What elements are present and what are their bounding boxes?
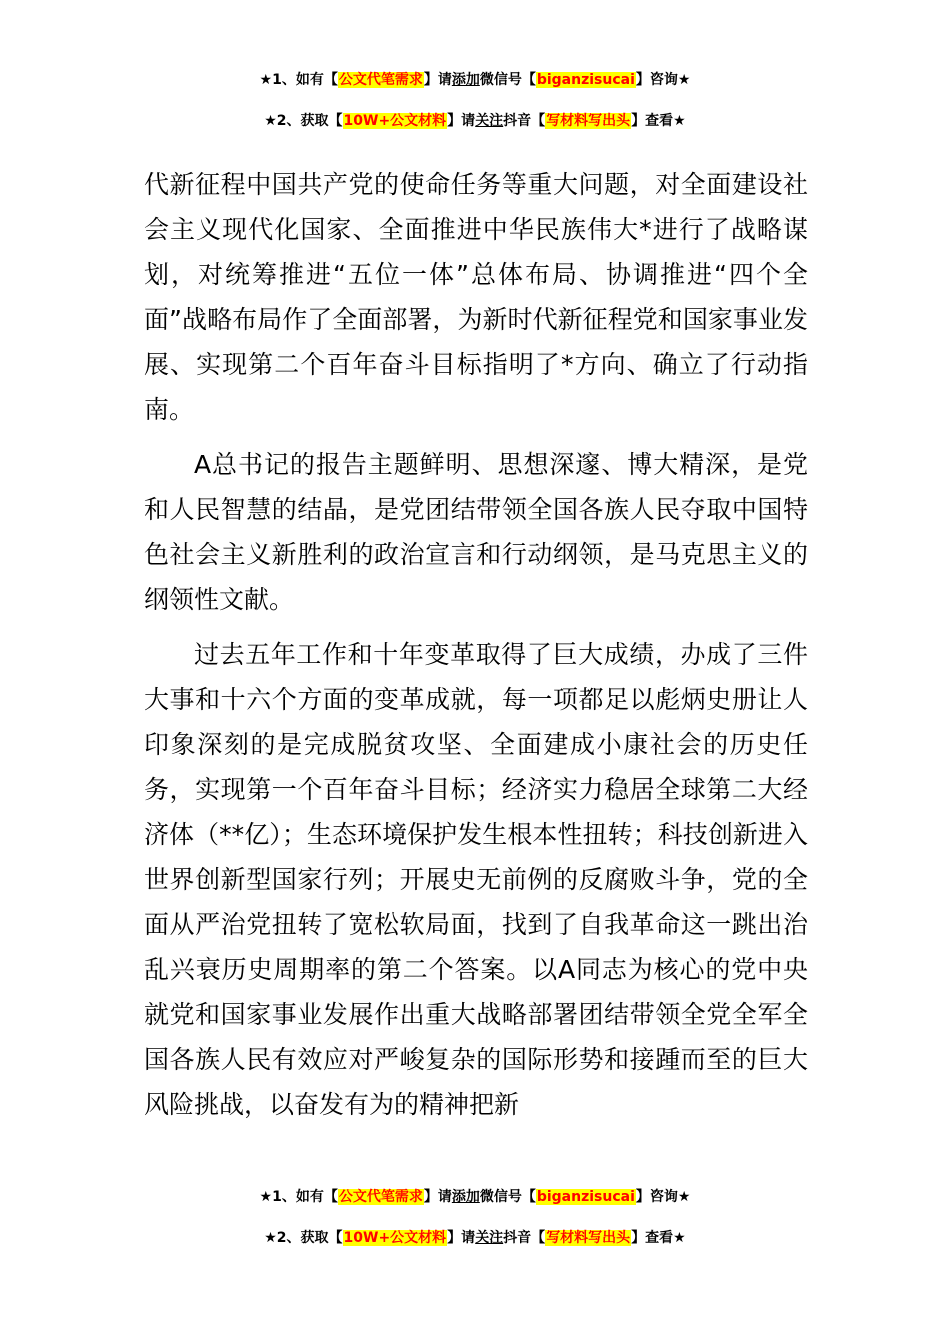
footer-banner-line-1 <box>0 1187 950 1207</box>
banner-text: 】查看★ <box>631 1230 686 1246</box>
banner-text: 】咨询★ <box>635 72 691 88</box>
banner-text: ★2、获取【 <box>264 1230 343 1246</box>
banner-text: 】请 <box>423 1189 452 1205</box>
banner-highlight: 公文代笔需求 <box>338 72 423 88</box>
banner-text: 微信号【 <box>479 72 536 88</box>
header-banner-line-2 <box>0 111 950 131</box>
banner-text: 微信号【 <box>479 1189 536 1205</box>
banner-highlight-douyin: 写材料写出头 <box>546 1230 631 1246</box>
banner-text: 】请 <box>447 113 476 129</box>
banner-highlight-wechat-id: biganzisucai <box>536 1189 635 1205</box>
document-body <box>144 162 808 1137</box>
banner-highlight-wechat-id: biganzisucai <box>536 72 635 88</box>
banner-highlight-douyin: 写材料写出头 <box>546 113 631 129</box>
banner-underlined-text: 添加 <box>451 1189 480 1205</box>
banner-underlined-text: 关注 <box>475 1230 504 1246</box>
banner-highlight: 10W+公文材料 <box>343 1230 447 1246</box>
banner-text: 】请 <box>423 72 452 88</box>
banner-text: ★1、如有【 <box>259 1189 338 1205</box>
banner-text: 抖音【 <box>503 1230 546 1246</box>
banner-highlight: 公文代笔需求 <box>338 1189 423 1205</box>
footer-banner-line-2 <box>0 1228 950 1248</box>
banner-text: 】咨询★ <box>635 1189 691 1205</box>
body-paragraph-1: 代新征程中国共产党的使命任务等重大问题，对全面建设社会主义现代化国家、全面推进中华民族伟大*进行了战略谋划，对统筹推进“五位一体”总体布局、协调推进“四个全面”战略布局作了全面部署，为新时代新征程党和国家事业发展、实现第二个百年奋斗目标指明了*方向、确立了行动指南。 <box>144 170 808 424</box>
banner-text: 抖音【 <box>503 113 546 129</box>
body-paragraph-2: A总书记的报告主题鲜明、思想深邃、博大精深，是党和人民智慧的结晶，是党团结带领全国各族人民夺取中国特色社会主义新胜利的政治宣言和行动纲领，是马克思主义的纲领性文献。 <box>144 450 808 614</box>
header-banner-line-1 <box>0 70 950 90</box>
banner-text: 】查看★ <box>631 113 686 129</box>
banner-text: ★2、获取【 <box>264 113 343 129</box>
body-paragraph-3: 过去五年工作和十年变革取得了巨大成绩，办成了三件大事和十六个方面的变革成就，每一项都足以彪炳史册让人印象深刻的是完成脱贫攻坚、全面建成小康社会的历史任务，实现第一个百年奋斗目标；经济实力稳居全球第二大经济体（**亿）；生态环境保护发生根本性扭转；科技创新进入世界创新型国家行列；开展史无前例的反腐败斗争，党的全面从严治党扭转了宽松软局面，找到了自我革命这一跳出治乱兴衰历史周期率的第二个答案。以A同志为核心的党中央就党和国家事业发展作出重大战略部署团结带领全党全军全国各族人民有效应对严峻复杂的国际形势和接踵而至的巨大风险挑战，以奋发有为的精神把新 <box>144 640 808 1119</box>
banner-text: 】请 <box>447 1230 476 1246</box>
banner-underlined-text: 关注 <box>475 113 504 129</box>
banner-underlined-text: 添加 <box>451 72 480 88</box>
banner-text: ★1、如有【 <box>259 72 338 88</box>
banner-highlight: 10W+公文材料 <box>343 113 447 129</box>
